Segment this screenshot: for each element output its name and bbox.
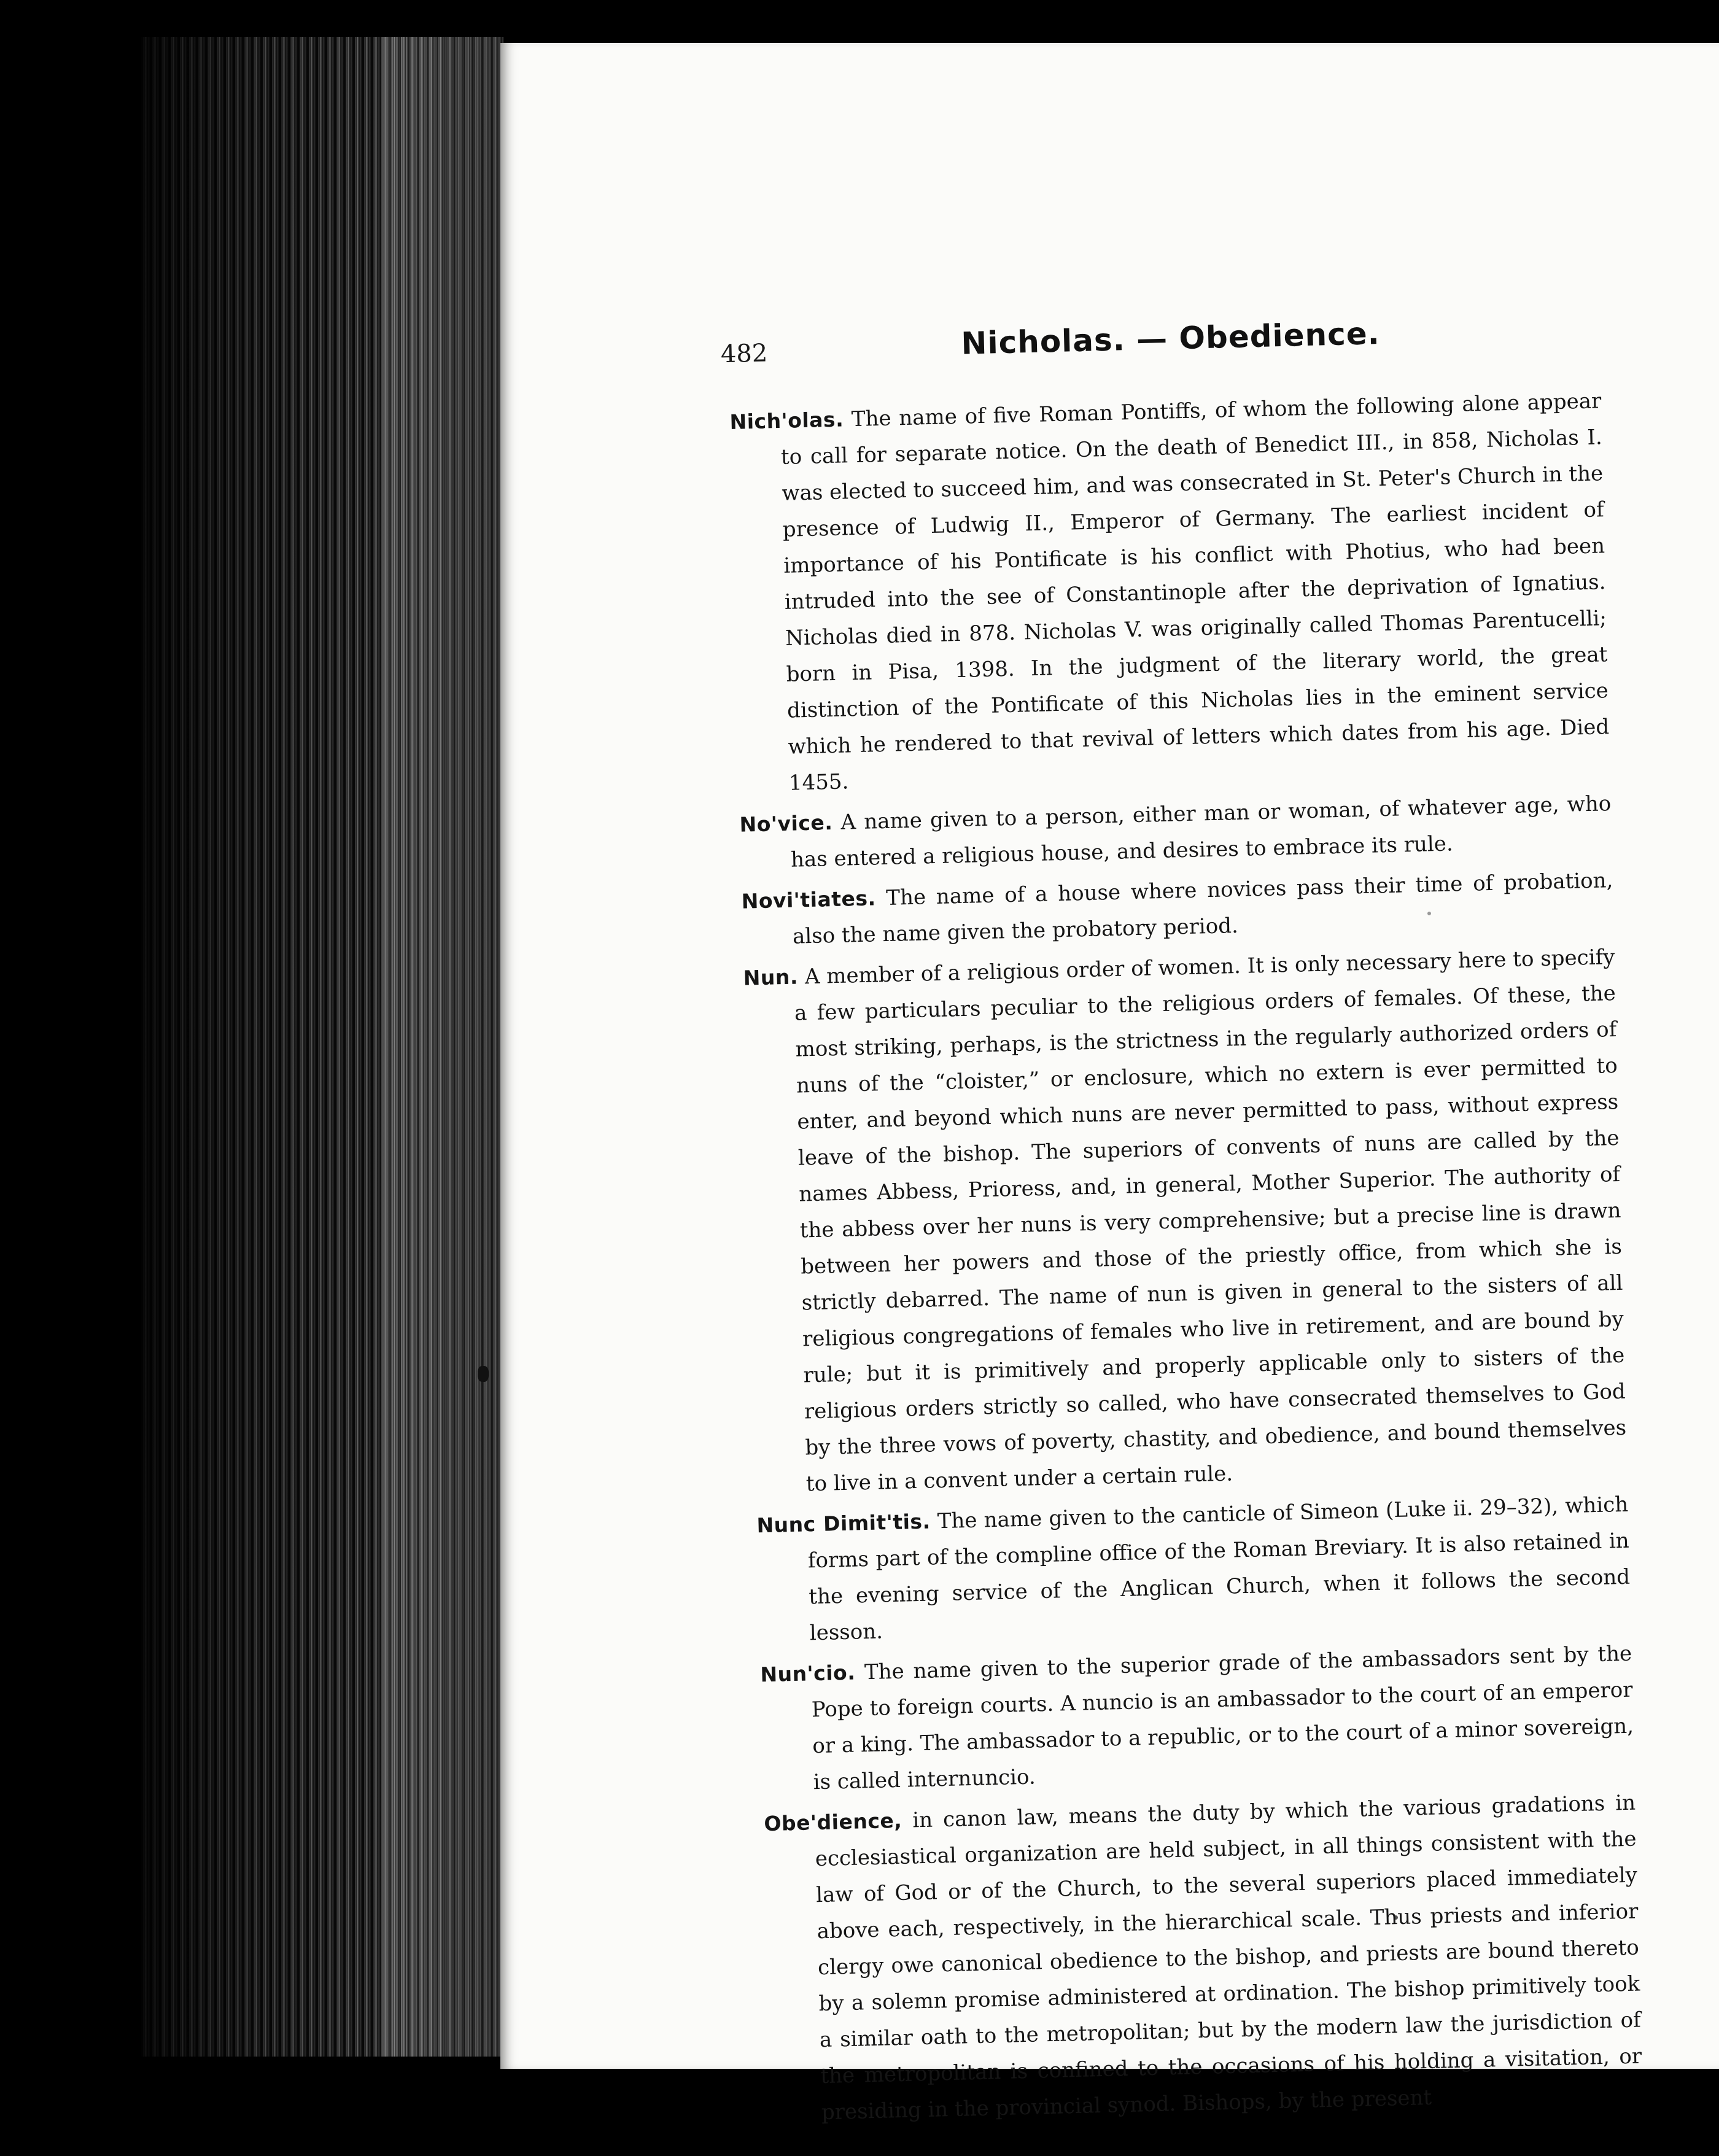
entry-text: The name of a house where novices pass their time of probation, also the name given the probatory period. [792, 868, 1613, 949]
entry-term: Novi'tiates. [741, 886, 877, 913]
entry-text: A member of a religious order of women. It is only necessary here to specify a few particulars peculiar to the religious orders of females. Of these, the most striking, perhaps, is the strictness in the regularly authorized orders of nuns of the “cloister,” or enclosure, which no extern is ever permitted to enter, and beyond which nuns are never permitted to pass, without express leave of the bishop. The superiors of convents of nuns are called by the names Abbess, Prioress, and, in general, Mother Superior. The authority of the abbess over her nuns is very comprehensive; but a precise line is drawn between her powers and those of the priestly office, from which she is strictly debarred. The name of nun is given in general to the sisters of all religious congregations of females who live in retirement, and are bound by rule; but it is primitively and properly applicable only to sisters of the religious orders strictly so called, who have consecrated themselves to God by the three vows of poverty, chastity, and obedience, and bound themselves to live in a convent under a certain rule. [794, 944, 1627, 1497]
entry-text: in canon law, means the duty by which the various gradations in ecclesiastical organization are held subject, in all things consistent with the law of God or of the Church, to the several superiors placed immediately above each, respectively, in the hierarchical scale. Thus priests and inferior clergy owe canonical obedience to the bishop, and priests are bound thereto by a solemn promise administered at ordination. The bishop primitively took a similar oath to the metropolitan; but by the modern law the jurisdiction of the metropolitan is confined to the occasions of his holding a visitation, or presiding in the provincial synod. Bishops, by the present [815, 1790, 1642, 2125]
entry-term: No'vice. [739, 810, 833, 837]
binding-mark [478, 1366, 489, 1382]
entry-nuncio [760, 1635, 1635, 1802]
entry-obedience [764, 1785, 1643, 2133]
entry-text: A name given to a person, either man or woman, of whatever age, who has entered a religious house, and desires to embrace its rule. [790, 791, 1612, 872]
entry-term: Obe'dience, [763, 1808, 902, 1836]
entry-text: The name given to the canticle of Simeon (Luke ii. 29–32), which forms part of the compline office of the Roman Breviary. It is also retained in the evening service of the Anglican Church, when it follows the second lesson. [807, 1492, 1631, 1646]
running-head [720, 310, 1601, 381]
entry-nun [743, 939, 1628, 1503]
entry-term: Nun'cio. [759, 1660, 856, 1687]
entry-text: The name of five Roman Pontiffs, of whom the following alone appear to call for separate notice. On the death of Benedict III., in 858, Nicholas I. was elected to succeed him, and was consecrated in St. Peter's Church in the presence of Ludwig II., Emperor of Germany. The earliest incident of importance of his Pontificate is his conflict with Photius, who had been intruded into the see of Constantinople after the deprivation of Ignatius. Nicholas died in 878. Nicholas V. was originally called Thomas Parentucelli; born in Pisa, 1398. In the judgment of the literary world, the great distinction of the Pontificate of this Nicholas lies in the eminent service which he rendered to that revival of letters which dates from his age. Died 1455. [780, 389, 1610, 796]
book-page [500, 43, 1719, 2125]
entry-term: Nich'olas. [729, 407, 844, 434]
entry-text: The name given to the superior grade of the ambassadors sent by the Pope to foreign courts. A nuncio is an ambassador to the court of an emperor or a king. The ambassador to a republic, or to the court of a minor sovereign, is called internuncio. [811, 1641, 1634, 1795]
page-content [720, 310, 1643, 2136]
page-number: 482 [720, 339, 768, 369]
entry-nunc-dimittis [756, 1486, 1631, 1653]
entry-nicholas [729, 382, 1610, 802]
page-title: Nicholas. — Obedience. [960, 316, 1381, 362]
entry-term: Nunc Dimit'tis. [756, 1509, 931, 1538]
entry-term: Nun. [743, 964, 799, 990]
book-page-edges-shade [141, 37, 503, 2057]
